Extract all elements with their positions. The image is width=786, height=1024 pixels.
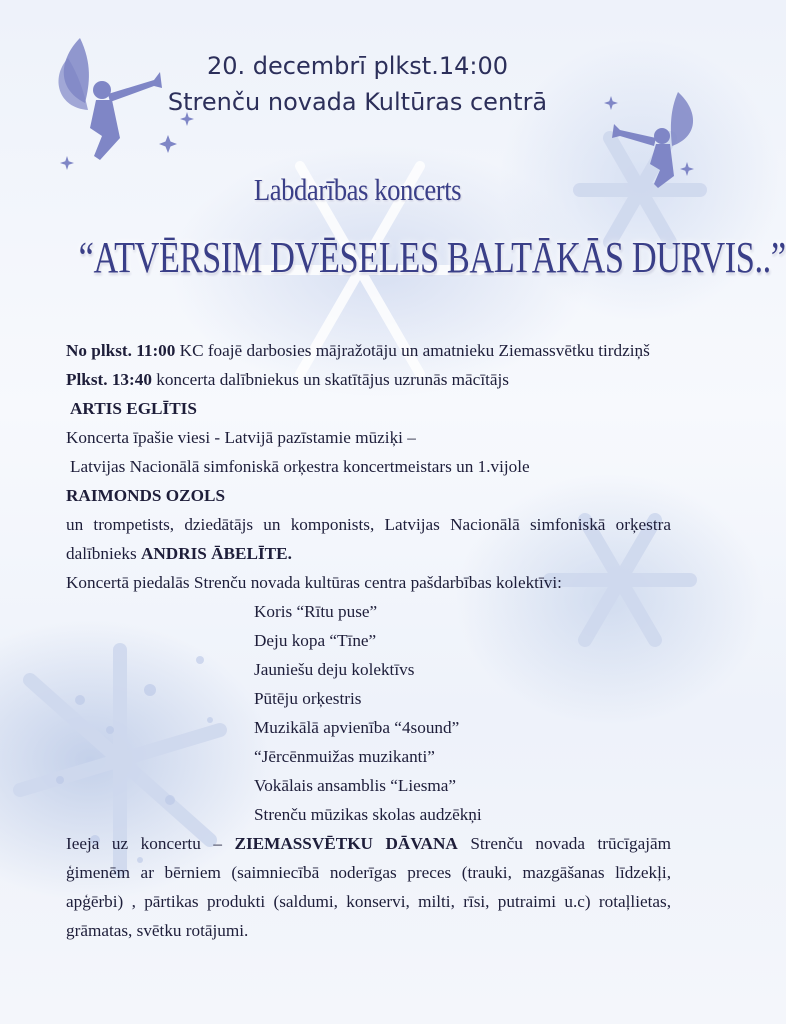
guest1-paragraph	[66, 481, 671, 510]
list-item: Muzikālā apvienība “4sound”	[254, 718, 460, 737]
list-item: “Jērcēnmuižas muzikanti”	[254, 747, 435, 766]
ensembles-list	[66, 597, 671, 829]
guest2-paragraph	[66, 510, 671, 568]
fair-paragraph	[66, 336, 671, 365]
star-icon	[60, 156, 74, 170]
entry-paragraph	[66, 829, 671, 945]
pastor-name: ARTIS EGLĪTIS	[70, 399, 197, 418]
list-item: Koris “Rītu puse”	[254, 602, 378, 621]
entry-text: Strenču novada trūcīgajām ģimenēm ar bērniem (saimniecībā noderīgas preces (trauki, mazgāšanas līdzekļi, apģērbi) , pārtikas produkti (saldumi, konservi, milti, rīsi, putraimi u.c) rotaļlietas, grāmatas, svētku rotājumi.	[66, 834, 672, 940]
guest1-role: Latvijas Nacionālā simfoniskā orķestra koncertmeistars un 1.vijole	[70, 457, 530, 476]
event-type-heading: Labdarības koncerts	[253, 172, 462, 207]
list-item: Strenču mūzikas skolas audzēkņi	[254, 805, 482, 824]
event-venue: Strenču novada Kultūras centrā	[167, 88, 548, 116]
greeting-text: koncerta dalībniekus un skatītājus uzrunās mācītājs	[156, 370, 509, 389]
greeting-time: Plkst. 13:40	[66, 370, 152, 389]
guest2-role: un trompetists, dziedātājs un komponists, Latvijas Nacionālā simfoniskā orķestra dalībnieks	[66, 515, 671, 563]
entry-gift: ZIEMASSVĒTKU DĀVANA	[234, 834, 458, 853]
greeting-paragraph	[66, 365, 671, 394]
guests-intro: Koncerta īpašie viesi - Latvijā pazīstamie mūziķi –	[66, 428, 416, 447]
list-item: Deju kopa “Tīne”	[254, 631, 377, 650]
guest2-name: ANDRIS ĀBELĪTE.	[140, 544, 292, 563]
star-icon	[680, 162, 694, 176]
fair-time: No plkst. 11:00	[66, 341, 176, 360]
program-text	[66, 336, 671, 945]
list-item: Jauniešu deju kolektīvs	[254, 660, 415, 679]
event-title: “ATVĒRSIM DVĒSELES BALTĀKĀS DURVIS..”	[78, 233, 786, 282]
guest1-name: RAIMONDS OZOLS	[66, 486, 226, 505]
list-item: Pūtēju orķestris	[254, 689, 362, 708]
fair-text: KC foajē darbosies mājražotāju un amatnieku Ziemassvētku tirdziņš	[179, 341, 650, 360]
ensembles-intro: Koncertā piedalās Strenču novada kultūras centra pašdarbības kolektīvi:	[66, 573, 562, 592]
event-date-time: 20. decembrī plkst.14:00	[206, 52, 509, 80]
entry-prefix: Ieeja uz koncertu –	[66, 834, 222, 853]
star-icon	[158, 134, 178, 154]
pastor-paragraph	[66, 394, 671, 423]
list-item: Vokālais ansamblis “Liesma”	[254, 776, 457, 795]
